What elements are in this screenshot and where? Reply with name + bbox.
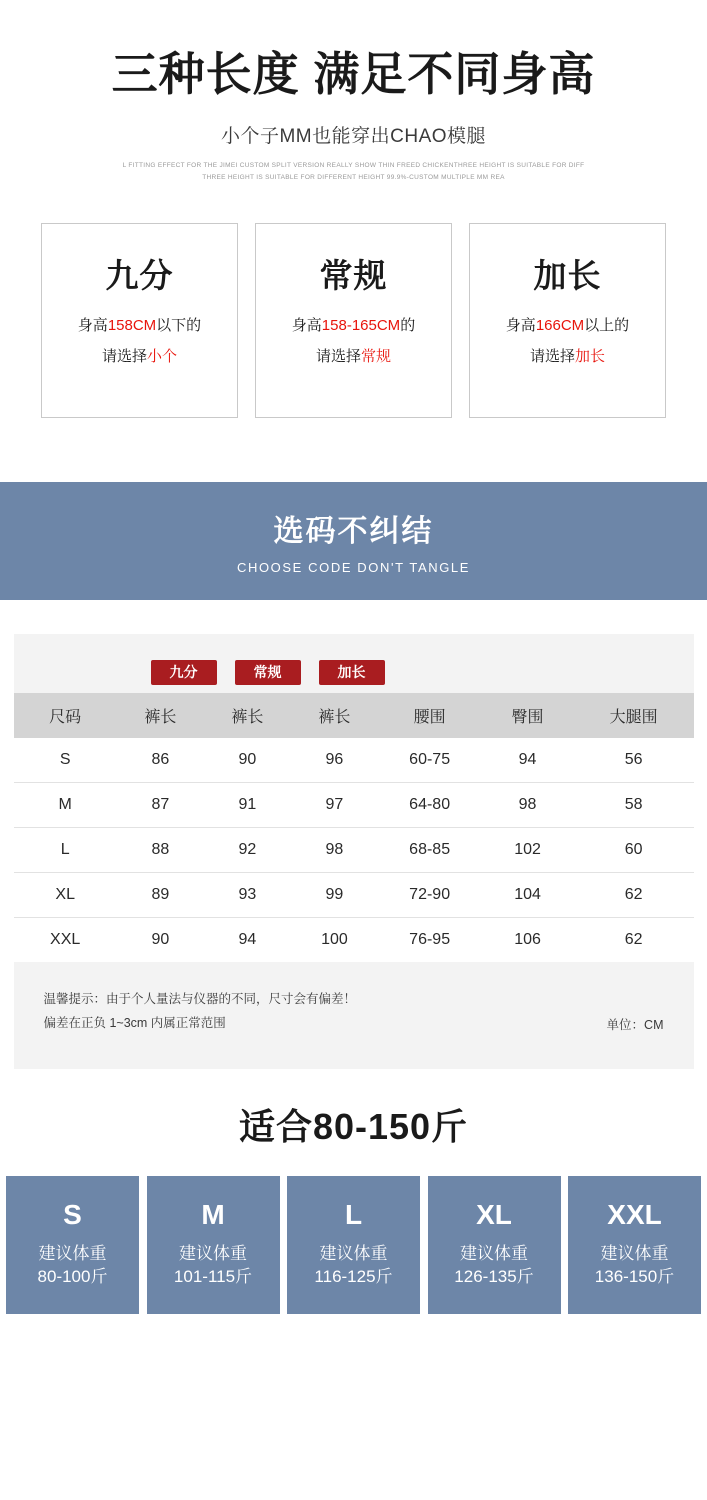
choose-prefix: 请选择 (315, 348, 361, 366)
weight-box-range: 80-100斤 (37, 1267, 108, 1287)
hero-english-line-1: L FITTING EFFECT FOR THE JIMEI CUSTOM SPLIT VERSION REALLY SHOW THIN FREED CHICKENTHREE HEIGHT IS SUITABLE FOR DIFF (122, 161, 585, 169)
length-card-title: 常规 (319, 256, 388, 294)
note-line-2: 偏差在正负 1~3cm 内属正常范围 (43, 1015, 226, 1030)
height-suffix: 以上的 (584, 316, 630, 334)
note-unit: 单位：CM (606, 1018, 664, 1033)
height-value: 158-165CM (321, 316, 401, 334)
cell-size: S (14, 738, 117, 783)
length-card-choose-line (316, 346, 391, 369)
cell-len-3: 97 (291, 782, 378, 827)
page-subtitle: 小个子MM也能穿出CHAO模腿 (220, 125, 487, 147)
weight-box-range: 116-125斤 (314, 1267, 393, 1287)
tab-jiufen[interactable]: 九分 (151, 660, 217, 685)
banner-subtitle: CHOOSE CODE DON'T TANGLE (236, 560, 471, 576)
cell-thigh: 62 (574, 872, 694, 917)
cell-len-3: 100 (321, 930, 348, 948)
cell-len-1: 90 (151, 930, 170, 948)
hero-english-line-2: THREE HEIGHT IS SUITABLE FOR DIFFERENT HEIGHT 99.9%-CUSTOM MULTIPLE MM REA (202, 173, 505, 181)
choose-value: 常规 (361, 348, 392, 366)
choose-prefix: 请选择 (101, 348, 147, 366)
cell-len-3: 96 (291, 738, 378, 783)
weight-boxes (6, 1176, 701, 1314)
length-cards (41, 223, 666, 418)
size-table (14, 693, 694, 962)
cell-thigh: 60 (574, 827, 694, 872)
weight-box-l (287, 1176, 420, 1314)
hero-section (0, 0, 707, 181)
height-suffix: 以下的 (156, 316, 202, 334)
length-card-changgui (255, 223, 452, 418)
height-value: 158CM (107, 316, 157, 334)
cell-thigh: 58 (574, 782, 694, 827)
cell-waist: 76-95 (409, 930, 451, 948)
cell-len-3: 99 (291, 872, 378, 917)
size-table-body (14, 738, 694, 962)
header-size: 尺码 (49, 708, 82, 726)
table-row (14, 738, 694, 783)
height-prefix: 身高 (291, 316, 322, 334)
table-row (14, 872, 694, 917)
length-card-jiachang (469, 223, 666, 418)
cell-len-3: 98 (291, 827, 378, 872)
header-hip: 臀围 (511, 708, 544, 726)
weight-box-size: XL (476, 1199, 512, 1231)
page-title: 三种长度 满足不同身高 (111, 48, 596, 100)
weight-box-label: 建议体重 (460, 1244, 528, 1264)
weight-range-title: 适合80-150斤 (238, 1106, 469, 1148)
size-table-head (14, 693, 694, 738)
weight-box-m (147, 1176, 280, 1314)
table-row (14, 782, 694, 827)
length-card-title: 九分 (105, 256, 174, 294)
weight-box-range: 126-135斤 (454, 1267, 534, 1287)
weight-box-range: 136-150斤 (594, 1267, 675, 1287)
weight-box-label: 建议体重 (600, 1244, 669, 1264)
cell-thigh: 56 (574, 738, 694, 783)
table-row (14, 917, 694, 962)
tab-jiachang[interactable]: 加长 (319, 660, 385, 685)
cell-len-1: 89 (117, 872, 204, 917)
cell-hip: 104 (481, 872, 573, 917)
header-thigh: 大腿围 (609, 708, 658, 726)
banner-title: 选码不纠结 (273, 515, 434, 549)
length-card-choose-line (530, 346, 605, 369)
cell-waist: 60-75 (378, 738, 481, 783)
header-len-1: 裤长 (144, 708, 177, 726)
cell-size: XXL (50, 930, 81, 948)
cell-waist: 68-85 (378, 827, 481, 872)
choose-size-banner (0, 482, 707, 600)
weight-box-size: S (63, 1199, 82, 1231)
weight-box-size: XXL (607, 1199, 662, 1231)
height-prefix: 身高 (505, 316, 536, 334)
length-card-choose-line (102, 346, 177, 369)
length-card-height-line (78, 315, 201, 338)
table-header-row (14, 693, 694, 738)
cell-hip: 106 (514, 930, 541, 948)
cell-hip: 98 (481, 782, 573, 827)
cell-len-2: 93 (204, 872, 291, 917)
tab-changgui[interactable]: 常规 (235, 660, 301, 685)
weight-box-label: 建议体重 (38, 1244, 107, 1264)
weight-box-xxl (568, 1176, 701, 1314)
cell-len-2: 94 (238, 930, 257, 948)
length-card-jiufen (41, 223, 238, 418)
weight-box-size: M (201, 1199, 225, 1231)
cell-len-2: 92 (204, 827, 291, 872)
choose-prefix: 请选择 (529, 348, 575, 366)
weight-box-s (6, 1176, 139, 1314)
height-suffix: 的 (400, 316, 416, 334)
length-tabs (14, 660, 694, 685)
header-len-2: 裤长 (231, 708, 264, 726)
cell-len-1: 86 (117, 738, 204, 783)
cell-len-2: 91 (204, 782, 291, 827)
cell-size: L (14, 827, 117, 872)
cell-thigh: 62 (624, 930, 643, 948)
note-text (44, 988, 357, 1036)
cell-hip: 102 (481, 827, 573, 872)
header-len-3: 裤长 (318, 708, 351, 726)
length-card-height-line (506, 315, 629, 338)
table-note (44, 988, 664, 1036)
cell-waist: 64-80 (378, 782, 481, 827)
note-line-1: 温馨提示：由于个人量法与仪器的不同，尺寸会有偏差！ (43, 991, 357, 1006)
cell-len-1: 87 (117, 782, 204, 827)
header-waist: 腰围 (413, 708, 446, 726)
cell-size: M (14, 782, 117, 827)
length-card-title: 加长 (533, 256, 602, 294)
weight-box-xl (428, 1176, 561, 1314)
weight-box-range: 101-115斤 (173, 1267, 253, 1287)
height-prefix: 身高 (77, 316, 108, 334)
length-card-height-line (292, 315, 415, 338)
cell-len-2: 90 (204, 738, 291, 783)
weight-box-label: 建议体重 (319, 1244, 388, 1264)
cell-waist: 72-90 (378, 872, 481, 917)
choose-value: 加长 (575, 348, 606, 366)
weight-box-size: L (344, 1199, 363, 1231)
cell-len-1: 88 (117, 827, 204, 872)
choose-value: 小个 (147, 348, 178, 366)
height-value: 166CM (535, 316, 585, 334)
size-table-section (14, 634, 694, 1070)
table-row (14, 827, 694, 872)
weight-box-label: 建议体重 (179, 1244, 247, 1264)
cell-hip: 94 (481, 738, 573, 783)
cell-size: XL (14, 872, 117, 917)
